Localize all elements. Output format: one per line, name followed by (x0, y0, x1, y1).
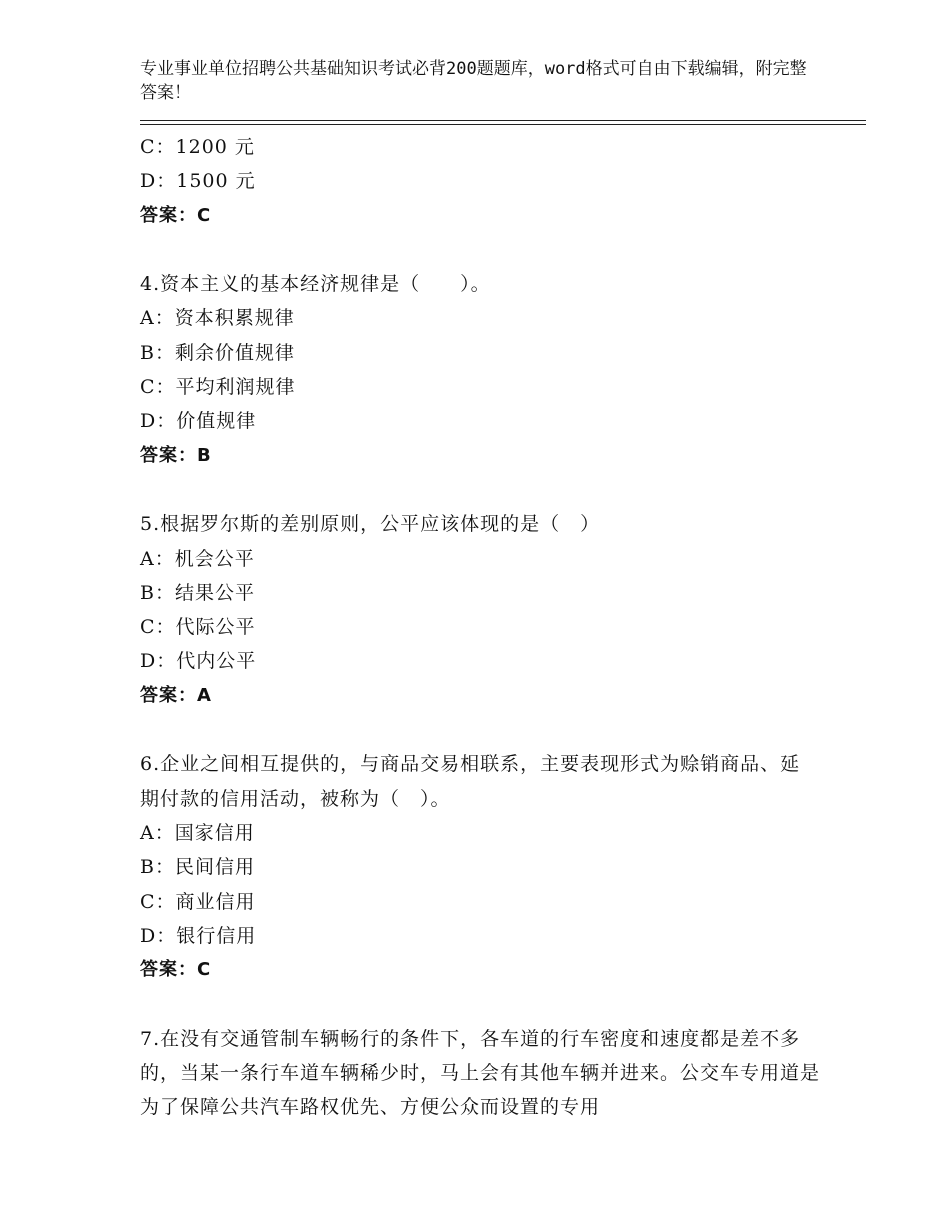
option-b: B：剩余价值规律 (140, 341, 295, 364)
question-stem: 4.资本主义的基本经济规律是（ ）。 (140, 273, 491, 296)
question-7 (140, 1022, 820, 1125)
option-c: C：1200 元 (140, 136, 255, 158)
question-stem: 5.根据罗尔斯的差别原则，公平应该体现的是（ ） (140, 513, 601, 536)
option-a: A：资本积累规律 (140, 307, 295, 330)
question-stem: 7.在没有交通管制车辆畅行的条件下，各车道的行车密度和速度都是差不多的，当某一条行车道车辆稀少时，马上会有其他车辆并进来。公交车专用道是为了保障公共汽车路权优先、方便公众而设置的专用 (140, 1027, 821, 1119)
option-b: B：结果公平 (140, 581, 255, 604)
partial-question (140, 130, 820, 233)
answer-label: 答案：A (140, 684, 212, 706)
question-stem: 6.企业之间相互提供的，与商品交易相联系，主要表现形式为赊销商品、延期付款的信用活动，被称为（ ）。 (140, 753, 801, 810)
question-6 (140, 747, 820, 987)
option-a: A：国家信用 (140, 821, 255, 844)
spacer (140, 987, 820, 1021)
option-a: A：机会公平 (140, 547, 255, 570)
document-body (140, 130, 820, 1125)
spacer (140, 473, 820, 507)
option-c: C：商业信用 (140, 890, 256, 913)
question-5 (140, 507, 820, 713)
option-c: C：平均利润规律 (140, 376, 296, 399)
spacer (140, 713, 820, 747)
option-d: D：代内公平 (140, 650, 257, 673)
answer-label: 答案：B (140, 444, 212, 466)
answer-label: 答案：C (140, 959, 212, 981)
option-c: C：代际公平 (140, 616, 256, 639)
spacer (140, 233, 820, 267)
option-d: D：1500 元 (140, 170, 256, 193)
page-header: 专业事业单位招聘公共基础知识考试必背200题题库，word格式可自由下载编辑，附完整答案！ (140, 59, 807, 103)
option-d: D：银行信用 (140, 924, 257, 947)
header-divider (140, 120, 866, 125)
answer-label: 答案：C (140, 204, 212, 226)
question-4 (140, 267, 820, 473)
option-b: B：民间信用 (140, 856, 255, 879)
option-d: D：价值规律 (140, 410, 257, 433)
